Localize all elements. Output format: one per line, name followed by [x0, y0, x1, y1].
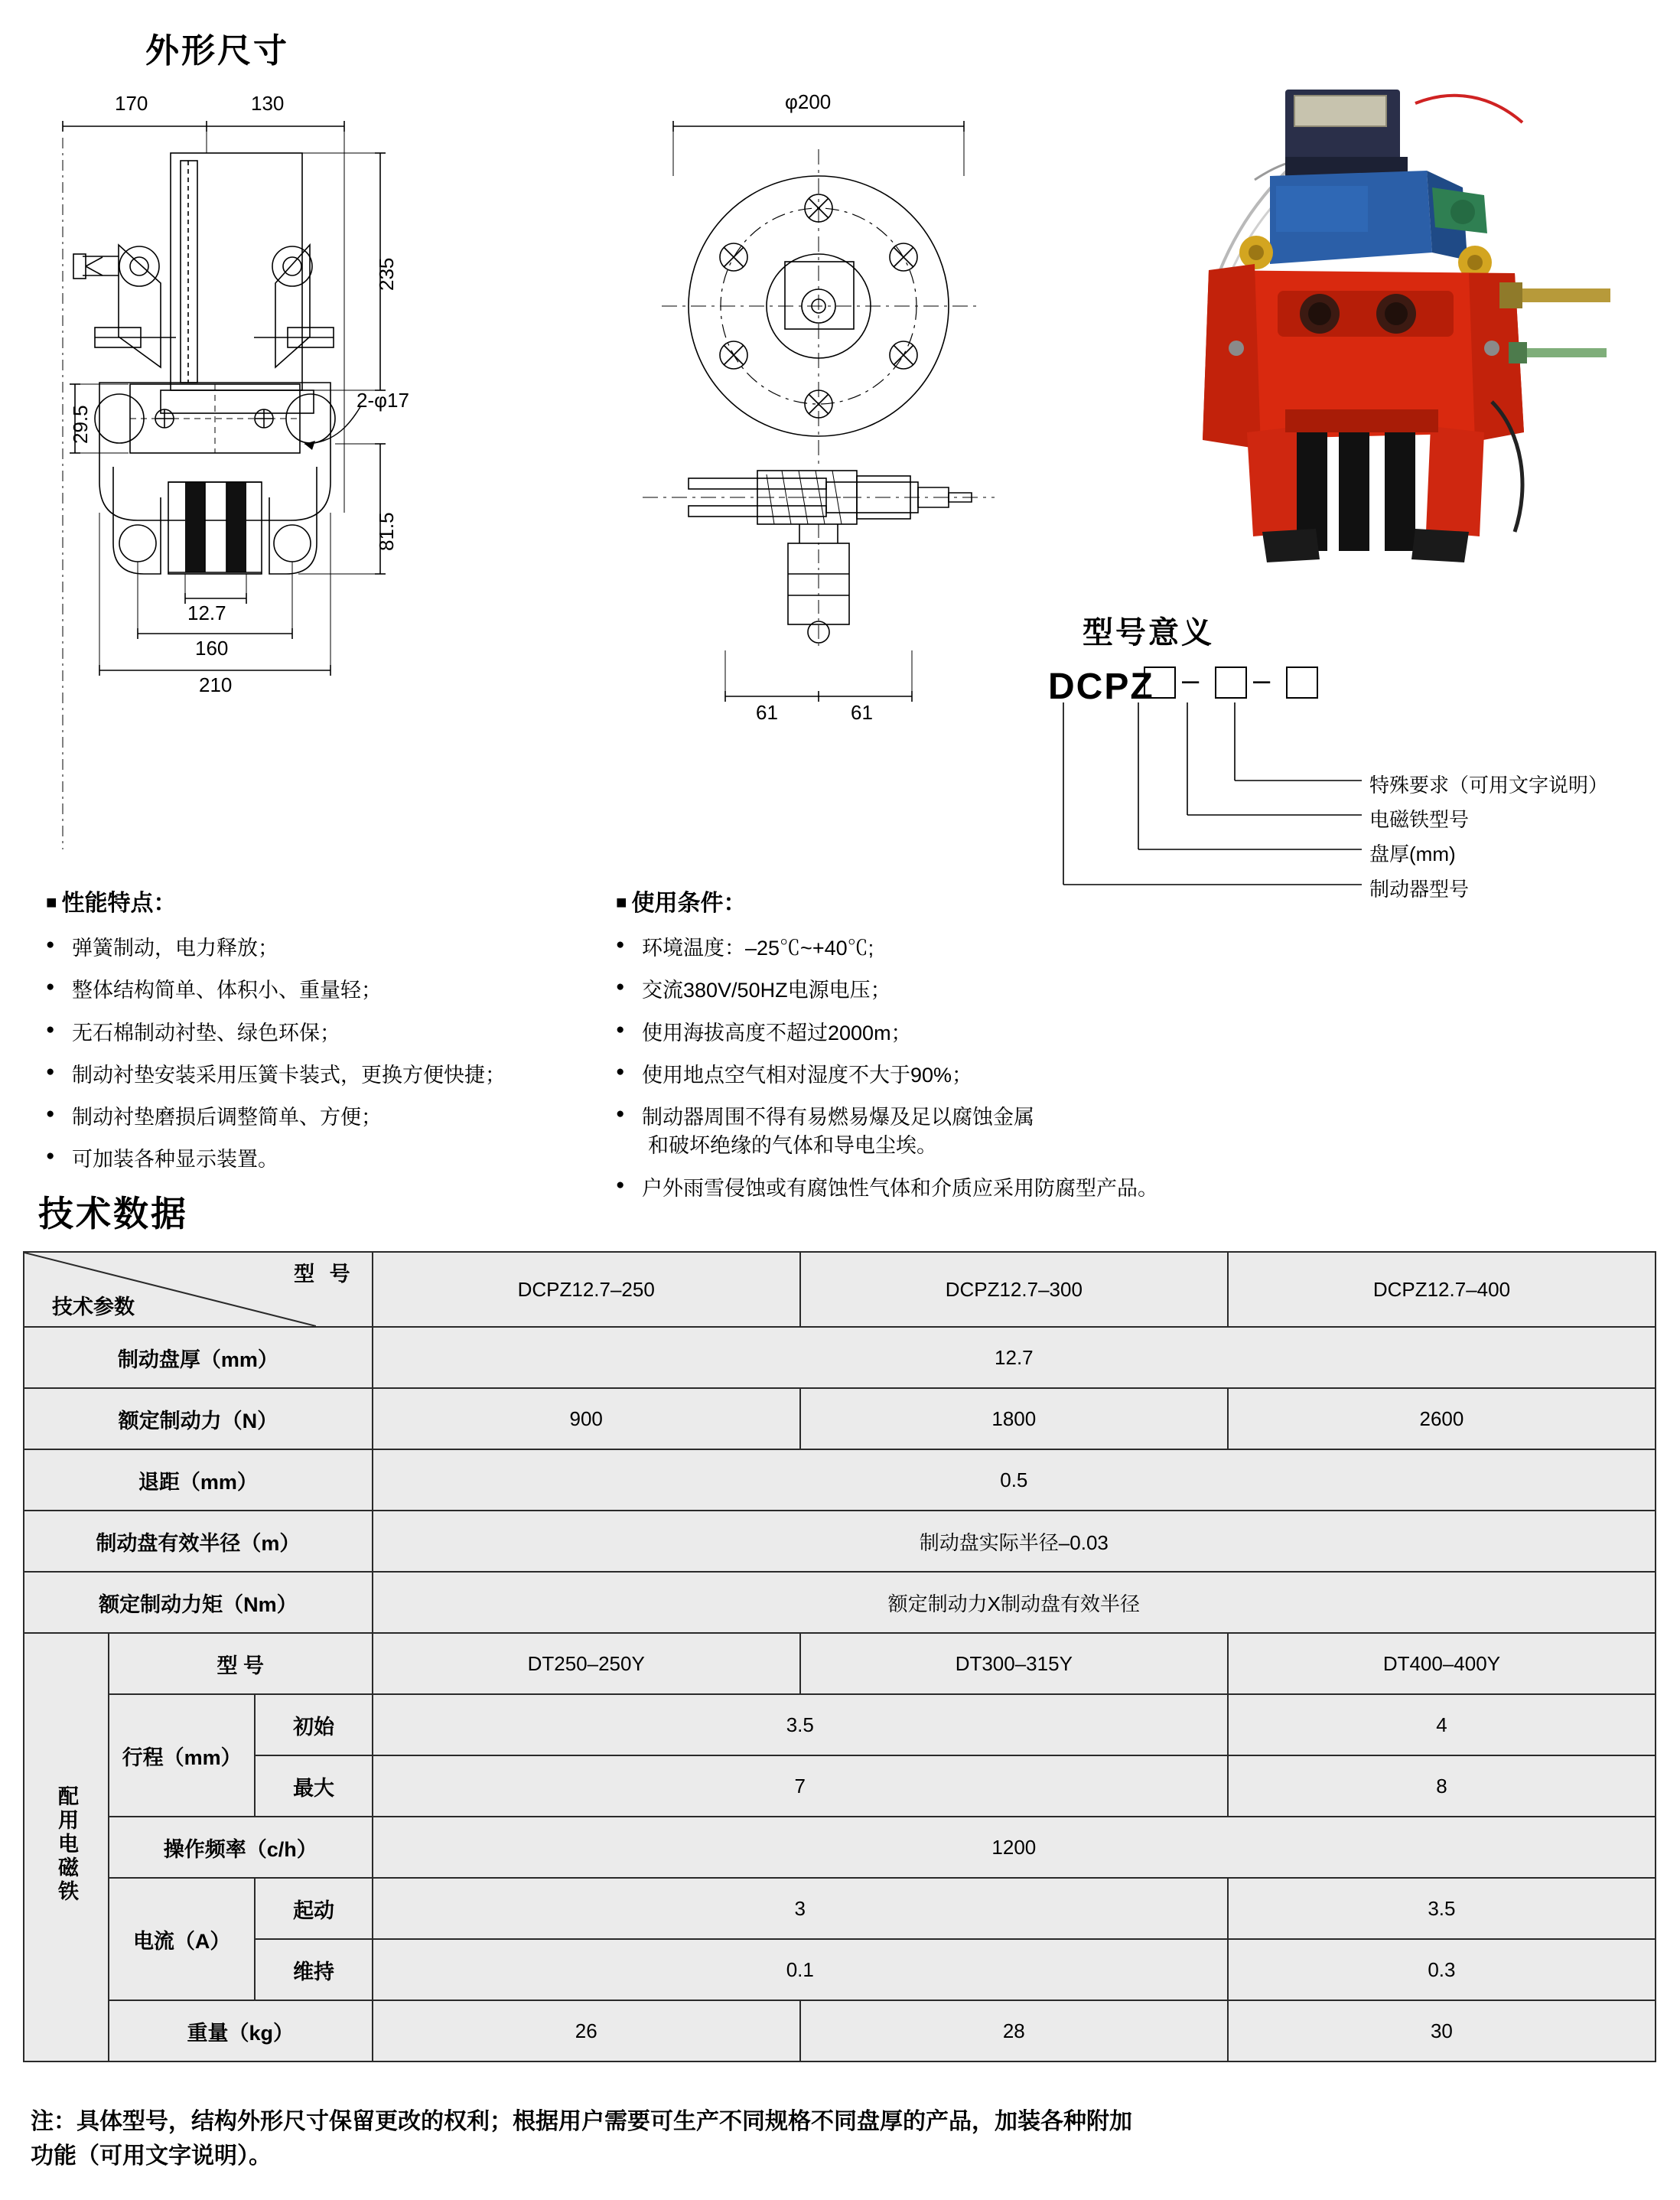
conditions-block — [616, 884, 1381, 1217]
conditions-heading: ■ 使用条件： — [616, 884, 1381, 917]
value-stroke-max-b: 8 — [1228, 1755, 1656, 1817]
value-magnet-model-3: DT400–400Y — [1228, 1633, 1656, 1694]
product-photo-svg — [1163, 73, 1637, 578]
value-gap: 0.5 — [373, 1449, 1656, 1511]
model-leader-thickness: 盘厚(mm) — [1369, 843, 1456, 865]
table-row-effective-radius — [24, 1511, 1656, 1572]
model-box-1 — [1144, 667, 1176, 699]
table-row-stroke-max — [24, 1755, 1656, 1817]
dim-160: 160 — [195, 637, 229, 660]
value-current-hold-b: 0.3 — [1228, 1939, 1656, 2000]
table-row-rated-torque — [24, 1572, 1656, 1633]
value-stroke-max-a: 7 — [373, 1755, 1228, 1817]
dim-130: 130 — [251, 92, 285, 115]
table-model-1: DCPZ12.7–250 — [373, 1252, 800, 1327]
row-label-current-hold: 维持 — [255, 1939, 372, 2000]
row-label-stroke-max: 最大 — [255, 1755, 372, 1817]
table-row-disc-thickness — [24, 1327, 1656, 1388]
value-magnet-model-1: DT250–250Y — [373, 1633, 800, 1694]
row-label-weight: 重量（kg） — [109, 2000, 373, 2061]
table-model-3: DCPZ12.7–400 — [1228, 1252, 1656, 1327]
corner-label-model: 型 号 — [294, 1263, 355, 1286]
dim-12-7: 12.7 — [187, 601, 226, 624]
footnote — [31, 2104, 1652, 2173]
front-view-svg — [46, 84, 612, 849]
dim-phi200: φ200 — [785, 90, 832, 113]
row-label-effective-radius: 制动盘有效半径（m） — [24, 1511, 373, 1572]
condition-item-line2: 和破坏绝缘的气体和导电尘埃。 — [648, 1134, 937, 1158]
table-row-current-hold — [24, 1939, 1656, 2000]
row-label-disc-thickness: 制动盘厚（mm） — [24, 1327, 373, 1388]
value-stroke-initial-a: 3.5 — [373, 1694, 1228, 1755]
dim-235: 235 — [375, 257, 398, 291]
footnote-line-2: 功能（可用文字说明）。 — [31, 2143, 272, 2169]
model-leader-magnet: 电磁铁型号 — [1369, 808, 1470, 831]
value-disc-thickness: 12.7 — [373, 1327, 1656, 1388]
row-label-rated-torque: 额定制动力矩（Nm） — [24, 1572, 373, 1633]
model-code-text: DCPZ — [1048, 667, 1154, 707]
value-current-hold-a: 0.1 — [373, 1939, 1228, 2000]
table-row-current-start — [24, 1878, 1656, 1939]
features-block — [46, 884, 620, 1188]
value-effective-radius: 制动盘实际半径–0.03 — [373, 1511, 1656, 1572]
condition-item: ● 环境温度：–25℃~+40℃; — [616, 934, 1381, 963]
row-label-stroke: 行程（mm） — [109, 1694, 256, 1817]
side-view-drawing — [635, 84, 1094, 853]
model-box-2 — [1215, 667, 1247, 699]
dim-61-right: 61 — [851, 701, 873, 724]
condition-item: ● 户外雨雪侵蚀或有腐蚀性气体和介质应采用防腐型产品。 — [616, 1175, 1381, 1203]
condition-item-line1: 制动器周围不得有易燃易爆及足以腐蚀金属 — [642, 1106, 1034, 1129]
section-title-outline: 外形尺寸 — [145, 32, 289, 70]
value-rated-torque: 额定制动力X制动盘有效半径 — [373, 1572, 1656, 1633]
value-weight-3: 30 — [1228, 2000, 1656, 2061]
dim-29-5: 29.5 — [69, 405, 92, 444]
side-view-svg — [635, 84, 1094, 849]
condition-item: ● 交流380V/50HZ电源电压； — [616, 976, 1381, 1005]
magnet-group-text: 配用电磁铁 — [54, 1784, 78, 1904]
row-label-current-start: 起动 — [255, 1878, 372, 1939]
row-label-frequency: 操作频率（c/h） — [109, 1817, 373, 1878]
row-label-stroke-initial: 初始 — [255, 1694, 372, 1755]
value-frequency: 1200 — [373, 1817, 1656, 1878]
section-title-tech: 技术数据 — [38, 1194, 188, 1234]
section-title-model: 型号意义 — [1083, 616, 1214, 650]
model-dash-1: – — [1182, 663, 1200, 697]
feature-item: ● 制动衬垫磨损后调整简单、方便； — [46, 1103, 620, 1132]
footnote-line-1: 注：具体型号，结构外形尺寸保留更改的权利；根据用户需要可生产不同规格不同盘厚的产品，加装各种附加 — [31, 2109, 1132, 2134]
table-row-rated-force — [24, 1388, 1656, 1449]
dim-210: 210 — [199, 673, 233, 696]
row-label-magnet-model: 型 号 — [109, 1633, 373, 1694]
value-rated-force-1: 900 — [373, 1388, 800, 1449]
model-leader-special: 特殊要求（可用文字说明） — [1369, 774, 1609, 797]
feature-item: ● 弹簧制动，电力释放； — [46, 934, 620, 963]
row-label-magnet-group — [24, 1633, 109, 2061]
value-rated-force-2: 1800 — [800, 1388, 1228, 1449]
value-current-start-a: 3 — [373, 1878, 1228, 1939]
value-current-start-b: 3.5 — [1228, 1878, 1656, 1939]
table-row-magnet-model — [24, 1633, 1656, 1694]
dim-81-5: 81.5 — [375, 512, 398, 551]
value-stroke-initial-b: 4 — [1228, 1694, 1656, 1755]
value-weight-2: 28 — [800, 2000, 1228, 2061]
value-magnet-model-2: DT300–315Y — [800, 1633, 1228, 1694]
table-row-stroke-initial — [24, 1694, 1656, 1755]
technical-data-table — [23, 1251, 1656, 2062]
row-label-gap: 退距（mm） — [24, 1449, 373, 1511]
feature-item: ● 制动衬垫安装采用压簧卡装式，更换方便快捷； — [46, 1061, 620, 1090]
condition-item — [616, 1103, 1381, 1161]
model-leader-brake-model: 制动器型号 — [1369, 878, 1470, 901]
model-dash-2: – — [1253, 663, 1271, 697]
feature-item: ● 可加装各种显示装置。 — [46, 1146, 620, 1174]
row-label-current: 电流（A） — [109, 1878, 256, 2000]
table-row-header — [24, 1252, 1656, 1327]
value-rated-force-3: 2600 — [1228, 1388, 1656, 1449]
features-heading: ■ 性能特点： — [46, 884, 620, 917]
table-model-2: DCPZ12.7–300 — [800, 1252, 1228, 1327]
row-label-rated-force: 额定制动力（N） — [24, 1388, 373, 1449]
dim-hole-2-phi17: 2-φ17 — [357, 389, 409, 412]
front-view-drawing — [46, 84, 612, 853]
condition-item: ● 使用地点空气相对湿度不大于90%； — [616, 1061, 1381, 1090]
table-row-gap — [24, 1449, 1656, 1511]
dim-170: 170 — [115, 92, 148, 115]
product-photo — [1163, 73, 1637, 578]
model-box-3 — [1286, 667, 1318, 699]
table-row-weight — [24, 2000, 1656, 2061]
table-row-frequency — [24, 1817, 1656, 1878]
value-weight-1: 26 — [373, 2000, 800, 2061]
feature-item: ● 无石棉制动衬垫、绿色环保； — [46, 1019, 620, 1048]
corner-label-param: 技术参数 — [52, 1296, 135, 1318]
condition-item: ● 使用海拔高度不超过2000m； — [616, 1019, 1381, 1048]
table-corner-cell — [24, 1252, 373, 1327]
dim-61-left: 61 — [756, 701, 778, 724]
feature-item: ● 整体结构简单、体积小、重量轻； — [46, 976, 620, 1005]
